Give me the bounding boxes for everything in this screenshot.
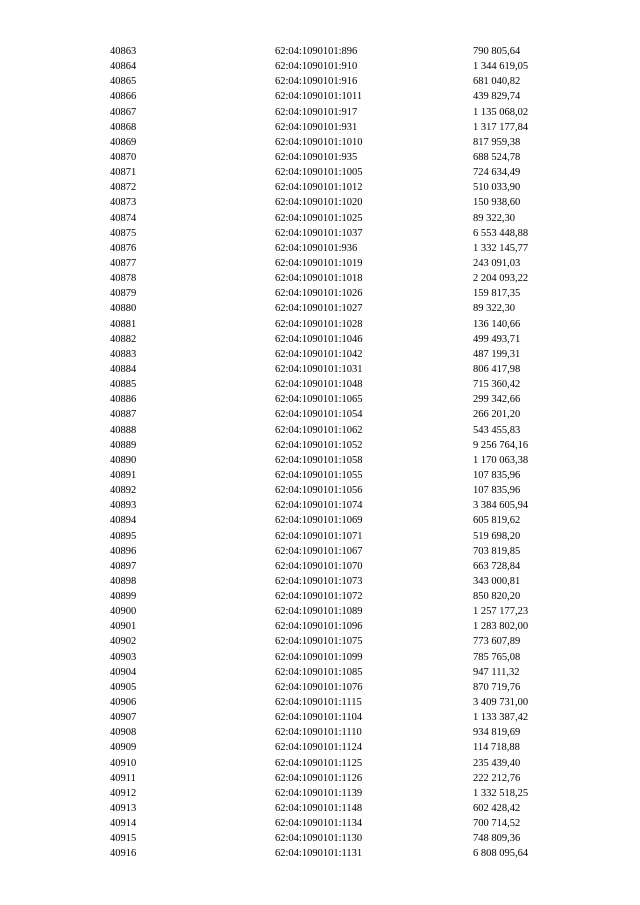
table-row xyxy=(0,271,640,286)
table-row xyxy=(0,619,640,634)
table-row xyxy=(0,650,640,665)
table-row xyxy=(0,165,640,180)
cadastral-value: 1 283 802,00 xyxy=(473,621,529,633)
row-number: 40901 xyxy=(110,621,137,633)
row-number: 40871 xyxy=(110,167,137,179)
cadastral-value: 681 040,82 xyxy=(473,76,521,88)
cadastral-number: 62:04:1090101:1062 xyxy=(275,424,363,436)
table-row xyxy=(0,468,640,483)
cadastral-number: 62:04:1090101:1089 xyxy=(275,606,363,618)
row-number: 40910 xyxy=(110,757,137,769)
cadastral-value: 150 938,60 xyxy=(473,197,521,209)
row-number: 40889 xyxy=(110,439,137,451)
cadastral-number: 62:04:1090101:1031 xyxy=(275,363,363,375)
cadastral-value: 89 322,30 xyxy=(473,303,515,315)
cadastral-value: 790 805,64 xyxy=(473,46,521,57)
cadastral-number: 62:04:1090101:1124 xyxy=(275,742,363,754)
row-number: 40897 xyxy=(110,560,137,572)
cadastral-value: 785 765,08 xyxy=(473,651,521,663)
cadastral-number: 62:04:1090101:1073 xyxy=(275,575,363,587)
cadastral-value: 3 409 731,00 xyxy=(473,697,529,709)
cadastral-value: 663 728,84 xyxy=(473,560,521,572)
table-row xyxy=(0,407,640,422)
row-number: 40887 xyxy=(110,409,137,421)
table-row xyxy=(0,498,640,513)
table-row xyxy=(0,483,640,498)
cadastral-number: 62:04:1090101:1104 xyxy=(275,712,363,724)
table-row xyxy=(0,423,640,438)
table-row xyxy=(0,195,640,210)
cadastral-value: 1 332 518,25 xyxy=(473,787,529,799)
table-row xyxy=(0,513,640,528)
row-number: 40914 xyxy=(110,818,137,830)
row-number: 40867 xyxy=(110,106,137,118)
cadastral-number: 62:04:1090101:1012 xyxy=(275,182,363,194)
table-row xyxy=(0,771,640,786)
cadastral-number: 62:04:1090101:916 xyxy=(275,76,358,88)
table-row xyxy=(0,392,640,407)
cadastral-number: 62:04:1090101:1099 xyxy=(275,651,363,663)
cadastral-value: 510 033,90 xyxy=(473,182,521,194)
cadastral-number: 62:04:1090101:910 xyxy=(275,61,358,73)
table-row xyxy=(0,529,640,544)
cadastral-number: 62:04:1090101:1025 xyxy=(275,212,363,224)
row-number: 40868 xyxy=(110,121,137,133)
cadastral-value: 235 439,40 xyxy=(473,757,521,769)
table-row xyxy=(0,831,640,846)
table-row xyxy=(0,559,640,574)
row-number: 40915 xyxy=(110,833,137,845)
cadastral-number: 62:04:1090101:1096 xyxy=(275,621,363,633)
cadastral-number: 62:04:1090101:1126 xyxy=(275,772,363,784)
cadastral-value: 343 000,81 xyxy=(473,575,521,587)
cadastral-number: 62:04:1090101:936 xyxy=(275,242,358,254)
cadastral-number: 62:04:1090101:1056 xyxy=(275,485,363,497)
row-number: 40911 xyxy=(110,772,136,784)
cadastral-number: 62:04:1090101:1139 xyxy=(275,787,363,799)
cadastral-number: 62:04:1090101:1018 xyxy=(275,273,363,285)
table-row xyxy=(0,725,640,740)
row-number: 40912 xyxy=(110,787,137,799)
row-number: 40896 xyxy=(110,545,137,557)
cadastral-value: 159 817,35 xyxy=(473,288,521,300)
row-number: 40891 xyxy=(110,469,137,481)
cadastral-number: 62:04:1090101:1071 xyxy=(275,530,363,542)
table-row xyxy=(0,574,640,589)
cadastral-number: 62:04:1090101:1058 xyxy=(275,454,363,466)
cadastral-value: 6 553 448,88 xyxy=(473,227,529,239)
cadastral-number: 62:04:1090101:1065 xyxy=(275,394,363,406)
cadastral-number: 62:04:1090101:1075 xyxy=(275,636,363,648)
cadastral-number: 62:04:1090101:1148 xyxy=(275,803,363,815)
row-number: 40894 xyxy=(110,515,137,527)
cadastral-value: 748 809,36 xyxy=(473,833,521,845)
cadastral-number: 62:04:1090101:1130 xyxy=(275,833,363,845)
cadastral-value: 107 835,96 xyxy=(473,469,521,481)
row-number: 40900 xyxy=(110,606,137,618)
cadastral-value: 934 819,69 xyxy=(473,727,521,739)
table-row xyxy=(0,286,640,301)
cadastral-value: 487 199,31 xyxy=(473,348,521,360)
table-row xyxy=(0,44,640,59)
cadastral-value: 850 820,20 xyxy=(473,591,521,603)
cadastral-value: 715 360,42 xyxy=(473,379,521,391)
cadastral-number: 62:04:1090101:1042 xyxy=(275,348,363,360)
row-number: 40869 xyxy=(110,136,137,148)
cadastral-number: 62:04:1090101:1069 xyxy=(275,515,363,527)
row-number: 40902 xyxy=(110,636,137,648)
table-row xyxy=(0,59,640,74)
cadastral-number: 62:04:1090101:931 xyxy=(275,121,358,133)
cadastral-value: 1 317 177,84 xyxy=(473,121,529,133)
table-row xyxy=(0,180,640,195)
row-number: 40899 xyxy=(110,591,137,603)
table-row xyxy=(0,680,640,695)
row-number: 40888 xyxy=(110,424,137,436)
table-row xyxy=(0,120,640,135)
cadastral-value: 947 111,32 xyxy=(473,666,520,678)
row-number: 40895 xyxy=(110,530,137,542)
table-row xyxy=(0,544,640,559)
cadastral-number: 62:04:1090101:1011 xyxy=(275,91,363,103)
row-number: 40880 xyxy=(110,303,137,315)
cadastral-value: 688 524,78 xyxy=(473,151,521,163)
cadastral-value: 299 342,66 xyxy=(473,394,521,406)
cadastral-number: 62:04:1090101:1076 xyxy=(275,681,363,693)
cadastral-value: 1 133 387,42 xyxy=(473,712,529,724)
cadastral-value: 773 607,89 xyxy=(473,636,521,648)
table-row xyxy=(0,135,640,150)
cadastral-number: 62:04:1090101:1125 xyxy=(275,757,363,769)
cadastral-value: 2 204 093,22 xyxy=(473,273,529,285)
cadastral-value: 724 634,49 xyxy=(473,167,521,179)
row-number: 40882 xyxy=(110,333,137,345)
cadastral-number: 62:04:1090101:1054 xyxy=(275,409,363,421)
cadastral-value: 870 719,76 xyxy=(473,681,521,693)
cadastral-value: 1 170 063,38 xyxy=(473,454,529,466)
row-number: 40903 xyxy=(110,651,137,663)
cadastral-number: 62:04:1090101:1070 xyxy=(275,560,363,572)
cadastral-number: 62:04:1090101:1037 xyxy=(275,227,363,239)
row-number: 40908 xyxy=(110,727,137,739)
table-row xyxy=(0,89,640,104)
cadastral-number: 62:04:1090101:917 xyxy=(275,106,358,118)
row-number: 40877 xyxy=(110,257,137,269)
table-row xyxy=(0,756,640,771)
table-row xyxy=(0,846,640,861)
table-row xyxy=(0,347,640,362)
cadastral-number: 62:04:1090101:1055 xyxy=(275,469,363,481)
cadastral-number: 62:04:1090101:1067 xyxy=(275,545,363,557)
cadastral-value: 1 257 177,23 xyxy=(473,606,529,618)
row-number: 40863 xyxy=(110,46,137,57)
cadastral-number: 62:04:1090101:896 xyxy=(275,46,358,57)
row-number: 40906 xyxy=(110,697,137,709)
table-row xyxy=(0,241,640,256)
cadastral-number: 62:04:1090101:1134 xyxy=(275,818,363,830)
table-row xyxy=(0,377,640,392)
row-number: 40913 xyxy=(110,803,137,815)
cadastral-number: 62:04:1090101:1048 xyxy=(275,379,363,391)
cadastral-value: 222 212,76 xyxy=(473,772,521,784)
cadastral-number: 62:04:1090101:1020 xyxy=(275,197,363,209)
cadastral-value: 9 256 764,16 xyxy=(473,439,529,451)
table-row xyxy=(0,589,640,604)
table-row xyxy=(0,604,640,619)
row-number: 40898 xyxy=(110,575,137,587)
cadastral-number: 62:04:1090101:1131 xyxy=(275,848,363,860)
row-number: 40905 xyxy=(110,681,137,693)
row-number: 40874 xyxy=(110,212,137,224)
row-number: 40876 xyxy=(110,242,137,254)
table-row xyxy=(0,710,640,725)
cadastral-value: 89 322,30 xyxy=(473,212,515,224)
table-row xyxy=(0,74,640,89)
table-row xyxy=(0,695,640,710)
cadastral-number: 62:04:1090101:1085 xyxy=(275,666,363,678)
row-number: 40879 xyxy=(110,288,137,300)
table-row xyxy=(0,332,640,347)
row-number: 40909 xyxy=(110,742,137,754)
cadastral-number: 62:04:1090101:1115 xyxy=(275,697,362,709)
row-number: 40886 xyxy=(110,394,137,406)
table-row xyxy=(0,453,640,468)
table-row xyxy=(0,301,640,316)
row-number: 40904 xyxy=(110,666,137,678)
cadastral-number: 62:04:1090101:1110 xyxy=(275,727,362,739)
cadastral-value: 519 698,20 xyxy=(473,530,521,542)
table-row xyxy=(0,105,640,120)
row-number: 40881 xyxy=(110,318,137,330)
cadastral-number: 62:04:1090101:935 xyxy=(275,151,358,163)
row-number: 40864 xyxy=(110,61,137,73)
row-number: 40878 xyxy=(110,273,137,285)
cadastral-number: 62:04:1090101:1005 xyxy=(275,167,363,179)
cadastral-value: 543 455,83 xyxy=(473,424,521,436)
table-row xyxy=(0,211,640,226)
table-row xyxy=(0,256,640,271)
row-number: 40875 xyxy=(110,227,137,239)
table-row xyxy=(0,786,640,801)
row-number: 40916 xyxy=(110,848,137,860)
cadastral-value: 1 332 145,77 xyxy=(473,242,529,254)
table-row xyxy=(0,150,640,165)
table-row xyxy=(0,438,640,453)
cadastral-value: 602 428,42 xyxy=(473,803,521,815)
table-row xyxy=(0,634,640,649)
table-row xyxy=(0,362,640,377)
cadastral-number: 62:04:1090101:1074 xyxy=(275,500,363,512)
row-number: 40870 xyxy=(110,151,137,163)
cadastral-number: 62:04:1090101:1019 xyxy=(275,257,363,269)
cadastral-value: 1 135 068,02 xyxy=(473,106,529,118)
table-row xyxy=(0,226,640,241)
row-number: 40885 xyxy=(110,379,137,391)
cadastral-value-table xyxy=(0,44,640,862)
row-number: 40890 xyxy=(110,454,137,466)
row-number: 40893 xyxy=(110,500,137,512)
cadastral-value: 499 493,71 xyxy=(473,333,521,345)
table-row xyxy=(0,801,640,816)
cadastral-number: 62:04:1090101:1052 xyxy=(275,439,363,451)
table-row xyxy=(0,740,640,755)
cadastral-value: 817 959,38 xyxy=(473,136,521,148)
row-number: 40884 xyxy=(110,363,137,375)
cadastral-number: 62:04:1090101:1028 xyxy=(275,318,363,330)
row-number: 40865 xyxy=(110,76,137,88)
cadastral-value: 700 714,52 xyxy=(473,818,521,830)
cadastral-value: 6 808 095,64 xyxy=(473,848,529,860)
cadastral-number: 62:04:1090101:1026 xyxy=(275,288,363,300)
cadastral-value: 266 201,20 xyxy=(473,409,521,421)
row-number: 40873 xyxy=(110,197,137,209)
cadastral-value: 1 344 619,05 xyxy=(473,61,529,73)
row-number: 40872 xyxy=(110,182,137,194)
cadastral-number: 62:04:1090101:1046 xyxy=(275,333,363,345)
cadastral-value: 107 835,96 xyxy=(473,485,521,497)
cadastral-value: 136 140,66 xyxy=(473,318,521,330)
row-number: 40907 xyxy=(110,712,137,724)
table-row xyxy=(0,317,640,332)
cadastral-number: 62:04:1090101:1072 xyxy=(275,591,363,603)
cadastral-number: 62:04:1090101:1027 xyxy=(275,303,363,315)
cadastral-value: 3 384 605,94 xyxy=(473,500,529,512)
cadastral-value: 806 417,98 xyxy=(473,363,521,375)
row-number: 40866 xyxy=(110,91,137,103)
cadastral-number: 62:04:1090101:1010 xyxy=(275,136,363,148)
cadastral-value: 243 091,03 xyxy=(473,257,521,269)
table-row xyxy=(0,665,640,680)
row-number: 40883 xyxy=(110,348,137,360)
cadastral-value: 114 718,88 xyxy=(473,742,520,754)
cadastral-value: 703 819,85 xyxy=(473,545,521,557)
table-row xyxy=(0,816,640,831)
row-number: 40892 xyxy=(110,485,137,497)
cadastral-value: 605 819,62 xyxy=(473,515,521,527)
cadastral-value: 439 829,74 xyxy=(473,91,521,103)
